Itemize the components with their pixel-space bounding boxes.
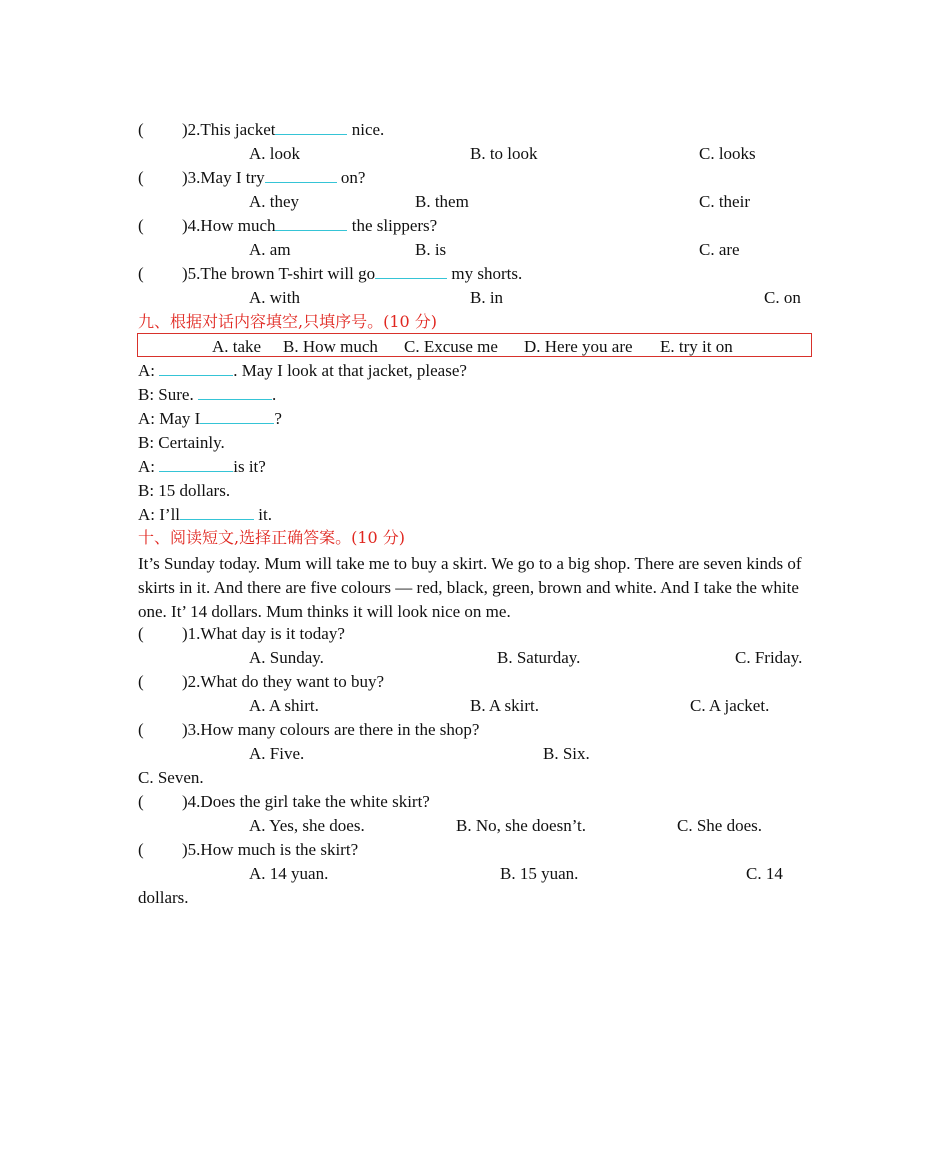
option-a: A. with bbox=[249, 288, 300, 307]
question-stem: )4.Does the girl take the white skirt? bbox=[182, 792, 430, 811]
word-bank-option-c: C. Excuse me bbox=[404, 337, 498, 356]
dialogue-line-4: B: Certainly. bbox=[138, 433, 225, 452]
dialogue-line-5 bbox=[138, 457, 266, 477]
s10-question-3 bbox=[138, 720, 479, 740]
question-tail: the slippers? bbox=[347, 216, 438, 235]
question-stem: )5.The brown T-shirt will go bbox=[182, 264, 376, 283]
option-b: B. them bbox=[415, 192, 469, 211]
answer-blank[interactable] bbox=[265, 168, 337, 183]
dialogue-line-6: B: 15 dollars. bbox=[138, 481, 231, 500]
answer-paren: ( bbox=[138, 672, 144, 691]
question-tail: nice. bbox=[347, 120, 385, 139]
option-a: A. 14 yuan. bbox=[249, 864, 329, 883]
dialogue-text: B: Sure. bbox=[138, 385, 198, 404]
dialogue-line-1 bbox=[138, 361, 467, 381]
word-bank-option-a: A. take bbox=[212, 337, 262, 356]
section-10-heading: 十、阅读短文,选择正确答案。(10 分) bbox=[138, 528, 406, 547]
answer-blank[interactable] bbox=[275, 120, 347, 135]
option-b: B. A skirt. bbox=[470, 696, 539, 715]
dialogue-text: . May I look at that jacket, please? bbox=[233, 361, 467, 380]
option-a: A. A shirt. bbox=[249, 696, 319, 715]
dialogue-line-2 bbox=[138, 385, 276, 405]
option-b: B. 15 yuan. bbox=[500, 864, 579, 883]
dialogue-text: it. bbox=[254, 505, 272, 524]
answer-paren: ( bbox=[138, 120, 144, 139]
s10-question-1 bbox=[138, 624, 345, 644]
question-stem: )3.How many colours are there in the shop? bbox=[182, 720, 480, 739]
option-c: C. Seven. bbox=[138, 768, 204, 787]
dialogue-line-3 bbox=[138, 409, 282, 429]
answer-paren: ( bbox=[138, 840, 144, 859]
dialogue-text: ? bbox=[274, 409, 282, 428]
question-stem: )3.May I try bbox=[182, 168, 265, 187]
dialogue-text: A: bbox=[138, 457, 160, 476]
option-a: A. they bbox=[249, 192, 300, 211]
answer-blank[interactable] bbox=[159, 457, 233, 472]
dialogue-text: A: May I bbox=[138, 409, 201, 428]
answer-blank[interactable] bbox=[200, 409, 274, 424]
option-c: C. 14 bbox=[746, 864, 783, 883]
option-b: B. to look bbox=[470, 144, 538, 163]
option-c: C. She does. bbox=[677, 816, 762, 835]
answer-blank[interactable] bbox=[159, 361, 233, 376]
word-bank-option-b: B. How much bbox=[283, 337, 378, 356]
s8-question-2 bbox=[138, 120, 384, 140]
question-stem: )2.What do they want to buy? bbox=[182, 672, 385, 691]
s8-question-3 bbox=[138, 168, 365, 188]
dialogue-text: is it? bbox=[233, 457, 266, 476]
question-stem: )5.How much is the skirt? bbox=[182, 840, 359, 859]
option-b: B. No, she doesn’t. bbox=[456, 816, 587, 835]
word-bank-option-e: E. try it on bbox=[660, 337, 733, 356]
question-tail: my shorts. bbox=[447, 264, 523, 283]
s10-question-2 bbox=[138, 672, 384, 692]
answer-paren: ( bbox=[138, 216, 144, 235]
s8-question-4 bbox=[138, 216, 437, 236]
answer-paren: ( bbox=[138, 792, 144, 811]
option-c: C. A jacket. bbox=[690, 696, 770, 715]
answer-paren: ( bbox=[138, 720, 144, 739]
answer-paren: ( bbox=[138, 168, 144, 187]
option-a: A. am bbox=[249, 240, 291, 259]
question-stem: )4.How much bbox=[182, 216, 276, 235]
question-tail: on? bbox=[336, 168, 366, 187]
dialogue-text: . bbox=[271, 385, 277, 404]
answer-blank[interactable] bbox=[198, 385, 272, 400]
s8-question-5 bbox=[138, 264, 522, 284]
question-stem: )2.This jacket bbox=[182, 120, 276, 139]
answer-paren: ( bbox=[138, 624, 144, 643]
option-c: C. Friday. bbox=[735, 648, 803, 667]
answer-blank[interactable] bbox=[275, 216, 347, 231]
option-c-continued: dollars. bbox=[138, 888, 189, 907]
dialogue-text: A: bbox=[138, 361, 160, 380]
dialogue-text: A: I’ll bbox=[138, 505, 181, 524]
question-stem: )1.What day is it today? bbox=[182, 624, 345, 643]
option-a: A. Five. bbox=[249, 744, 305, 763]
s10-question-4 bbox=[138, 792, 430, 812]
option-c: C. on bbox=[764, 288, 801, 307]
option-b: B. is bbox=[415, 240, 447, 259]
answer-blank[interactable] bbox=[375, 264, 447, 279]
option-b: B. in bbox=[470, 288, 504, 307]
s10-question-5 bbox=[138, 840, 358, 860]
option-a: A. look bbox=[249, 144, 300, 163]
word-bank-option-d: D. Here you are bbox=[524, 337, 633, 356]
reading-passage: It’s Sunday today. Mum will take me to buy a skirt. We go to a big shop. There are seven kinds of skirts in it. And there are five colours — red, black, green, brown and white. And I take the white one. It’ 14 dollars. Mum thinks it will look nice on me. bbox=[138, 554, 802, 621]
option-b: B. Saturday. bbox=[497, 648, 581, 667]
answer-blank[interactable] bbox=[180, 505, 254, 520]
option-c: C. their bbox=[699, 192, 750, 211]
dialogue-line-7 bbox=[138, 505, 272, 525]
option-a: A. Sunday. bbox=[249, 648, 324, 667]
option-a: A. Yes, she does. bbox=[249, 816, 365, 835]
option-c: C. looks bbox=[699, 144, 756, 163]
option-c: C. are bbox=[699, 240, 740, 259]
section-9-heading: 九、根据对话内容填空,只填序号。(10 分) bbox=[138, 312, 438, 331]
option-b: B. Six. bbox=[543, 744, 590, 763]
answer-paren: ( bbox=[138, 264, 144, 283]
